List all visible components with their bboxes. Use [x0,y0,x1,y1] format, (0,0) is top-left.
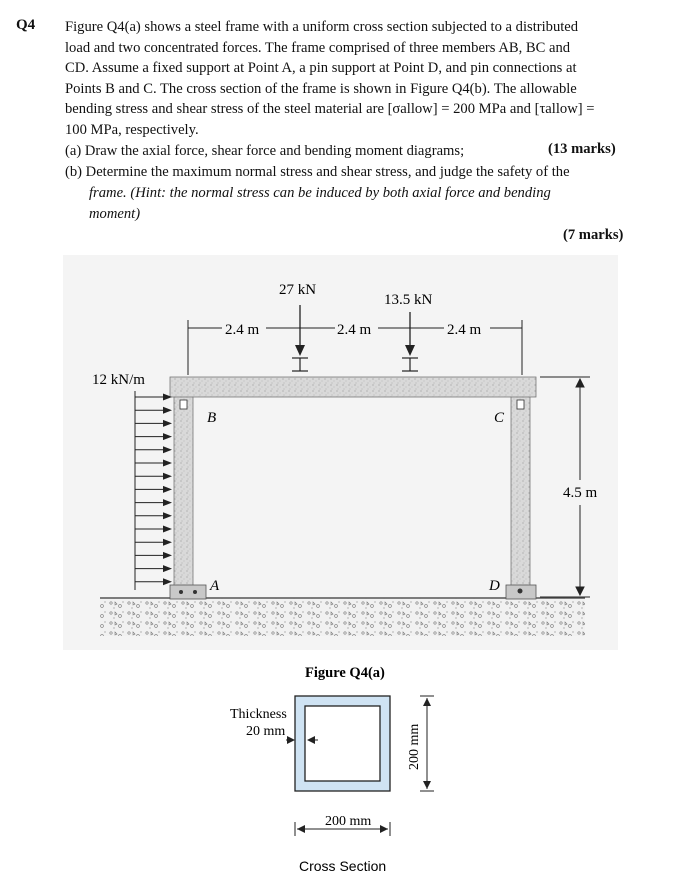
part-b-line-2: frame. (Hint: the normal stress can be induced by both axial force and bending [89,185,551,201]
intro-line-5: bending stress and shear stress of the steel material are [σallow] = 200 MPa and [τallow] = [65,101,595,118]
cross-section-caption: Cross Section [299,858,387,874]
label-27kn: 27 kN [279,282,317,298]
label-13-5kn: 13.5 kN [384,292,433,308]
fixed-support-a [170,585,206,599]
part-b-line-3: moment) [89,206,141,222]
label-b: B [207,410,217,426]
label-d: D [489,578,500,594]
intro-line-2: load and two concentrated forces. The frame comprised of three members AB, BC and [65,39,571,56]
column-cd [511,395,530,595]
width-label: 200 mm [325,814,372,829]
label-span-3: 2.4 m [447,322,482,338]
label-a: A [210,578,220,594]
label-c: C [494,410,505,426]
label-span-1: 2.4 m [225,322,260,338]
question-number: Q4 [16,17,36,33]
intro-line-6: 100 MPa, respectively. [65,121,199,138]
part-a-text: (a) Draw the axial force, shear force and bending moment diagrams; [65,143,465,159]
label-height: 4.5 m [563,485,598,501]
height-label: 200 mm [407,723,422,770]
part-b-marks: (7 marks) [563,227,624,243]
label-distributed: 12 kN/m [92,372,145,388]
thickness-value: 20 mm [246,724,286,739]
part-a-marks: (13 marks) [548,141,616,157]
thickness-label: Thickness [230,707,287,722]
label-span-2: 2.4 m [337,322,372,338]
column-ab [174,395,193,595]
ground [100,598,585,636]
intro-line-4: Points B and C. The cross section of the frame is shown in Figure Q4(b). The allowable [65,80,577,97]
figure-caption: Figure Q4(a) [305,665,385,681]
part-b-line-1: (b) Determine the maximum normal stress and shear stress, and judge the safety of the [65,164,570,180]
intro-line-3: CD. Assume a fixed support at Point A, a pin support at Point D, and pin connections at [65,60,577,77]
beam-bc [170,377,536,397]
intro-line-1: Figure Q4(a) shows a steel frame with a uniform cross section subjected to a distributed [65,19,579,35]
